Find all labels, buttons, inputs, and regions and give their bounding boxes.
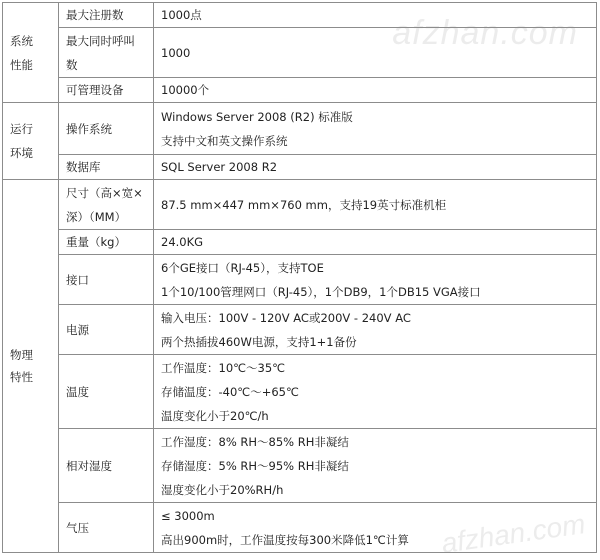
table-row	[3, 180, 597, 230]
table-row	[3, 305, 597, 355]
spec-table	[2, 2, 597, 553]
group-label-physical: 物理 特性	[3, 180, 59, 553]
table-row	[3, 429, 597, 503]
group-label-environment: 运行 环境	[3, 103, 59, 180]
table-row	[3, 3, 597, 28]
row-value: 1000	[154, 28, 597, 78]
row-value: ≤ 3000m 高出900m时，工作温度按每300米降低1℃计算	[154, 503, 597, 553]
row-value: 1000点	[154, 3, 597, 28]
table-row	[3, 28, 597, 78]
row-label: 最大同时呼叫 数	[59, 28, 154, 78]
row-label: 操作系统	[59, 103, 154, 155]
row-value: 10000个	[154, 78, 597, 103]
row-value: 87.5 mm×447 mm×760 mm，支持19英寸标准机柜	[154, 180, 597, 230]
row-label: 接口	[59, 255, 154, 305]
row-label: 相对湿度	[59, 429, 154, 503]
row-label: 气压	[59, 503, 154, 553]
row-value: 工作湿度：8% RH～85% RH非凝结 存储湿度：5% RH～95% RH非凝结 湿度变化小于20%RH/h	[154, 429, 597, 503]
row-value: 24.0KG	[154, 230, 597, 255]
table-row	[3, 355, 597, 429]
row-label: 重量（kg）	[59, 230, 154, 255]
table-row	[3, 230, 597, 255]
row-value: 输入电压：100V - 120V AC或200V - 240V AC 两个热插拔460W电源，支持1+1备份	[154, 305, 597, 355]
row-label: 数据库	[59, 155, 154, 180]
table-row	[3, 103, 597, 155]
row-label: 温度	[59, 355, 154, 429]
row-value: SQL Server 2008 R2	[154, 155, 597, 180]
row-label: 可管理设备	[59, 78, 154, 103]
group-label-performance: 系统 性能	[3, 3, 59, 103]
table-row	[3, 155, 597, 180]
watermark: afzhan.com	[392, 14, 578, 52]
table-row	[3, 78, 597, 103]
table-row	[3, 255, 597, 305]
row-value: 6个GE接口（RJ-45），支持TOE 1个10/100管理网口（RJ-45），1个DB9，1个DB15 VGA接口	[154, 255, 597, 305]
table-row	[3, 503, 597, 553]
row-label: 电源	[59, 305, 154, 355]
row-label: 尺寸（高×宽× 深）（MM）	[59, 180, 154, 230]
row-value: 工作温度：10℃～35℃ 存储温度：-40℃～+65℃ 温度变化小于20℃/h	[154, 355, 597, 429]
row-label: 最大注册数	[59, 3, 154, 28]
row-value: Windows Server 2008 (R2) 标准版 支持中文和英文操作系统	[154, 103, 597, 155]
watermark-bottom: afzhan.com	[439, 508, 588, 559]
